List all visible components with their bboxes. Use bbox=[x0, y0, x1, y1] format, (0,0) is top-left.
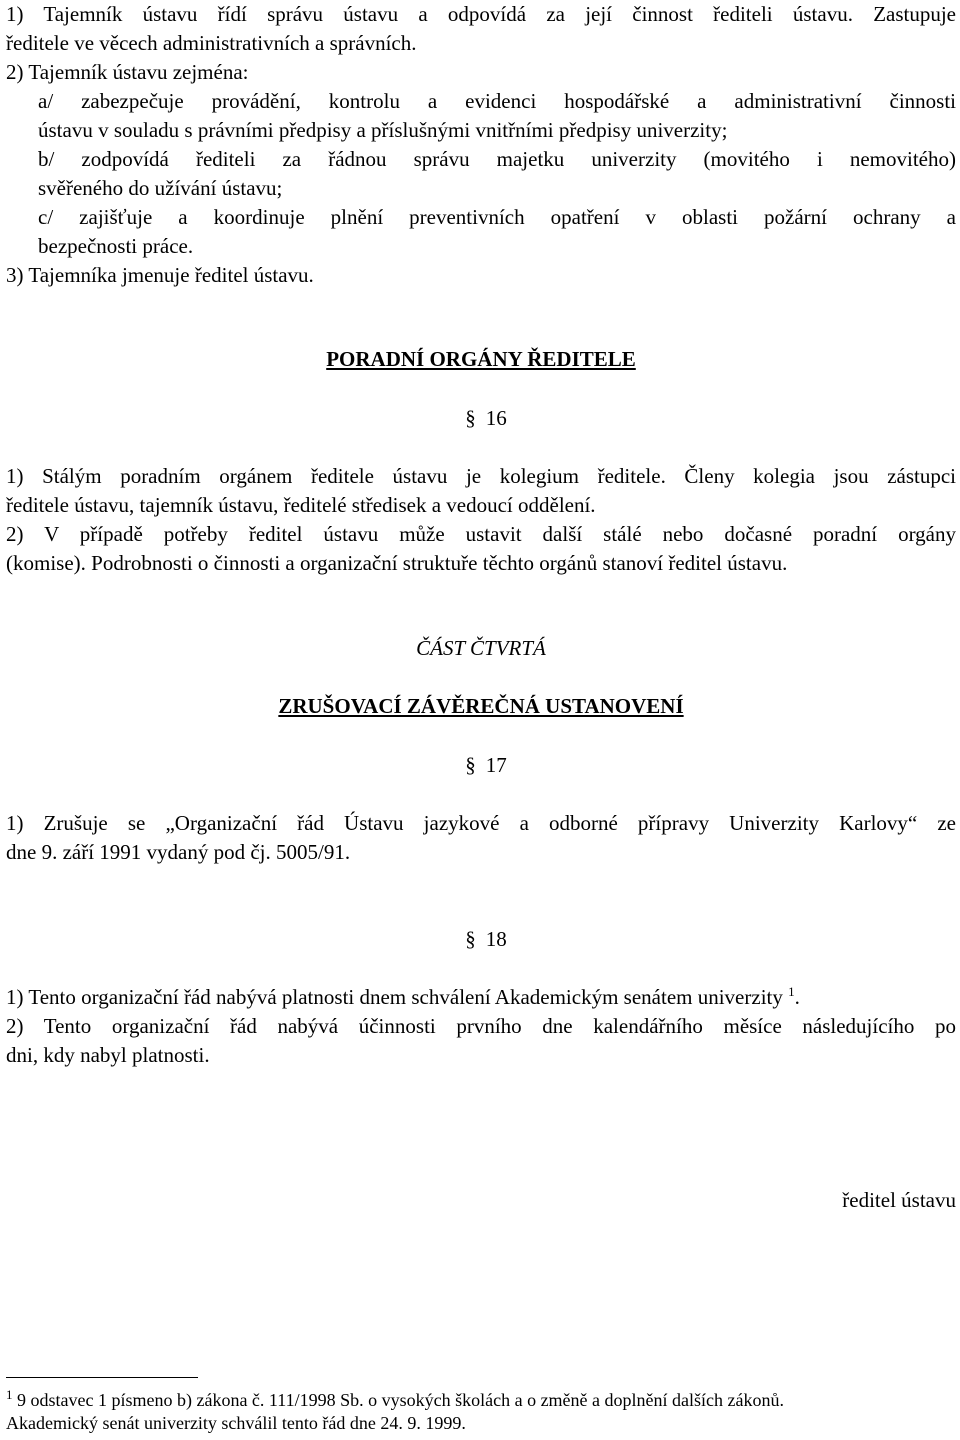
section-number bbox=[6, 751, 956, 780]
footnote-separator bbox=[6, 1377, 198, 1378]
section-heading: PORADNÍ ORGÁNY ŘEDITELE bbox=[326, 347, 636, 371]
paragraph-end: . bbox=[794, 985, 800, 1009]
paragraph-text: 1) Tento organizační řád nabývá platnosti dnem schválení Akademickým senátem univerzity bbox=[6, 985, 783, 1009]
section-17-body bbox=[6, 809, 956, 867]
section-number-value: 17 bbox=[485, 753, 507, 777]
secretary-section bbox=[6, 0, 956, 290]
list-item-b: b/ zodpovídá řediteli za řádnou správu majetku univerzity (movitého i nemovitého) bbox=[38, 147, 956, 171]
part-title: ČÁST ČTVRTÁ bbox=[416, 636, 546, 660]
paragraph-line: ředitele ve věcech administrativních a správních. bbox=[6, 31, 417, 55]
list-item-a-cont: ústavu v souladu s právními předpisy a příslušnými vnitřními předpisy univerzity; bbox=[38, 118, 728, 142]
footnote-text: 9 odstavec 1 písmeno b) zákona č. 111/1998 Sb. o vysokých školách a o změně a doplnění dalších zákonů. bbox=[12, 1390, 784, 1410]
paragraph-line: ředitele ústavu, tajemník ústavu, ředitelé středisek a vedoucí oddělení. bbox=[6, 493, 596, 517]
section-symbol: § bbox=[465, 927, 476, 951]
footnote-mark: 1 bbox=[6, 1387, 13, 1402]
footnote-reference: 1 bbox=[788, 984, 795, 999]
section-number-value: 16 bbox=[485, 406, 507, 430]
signature: ředitel ústavu bbox=[842, 1188, 956, 1212]
paragraph-line: (komise). Podrobnosti o činnosti a organizační struktuře těchto orgánů stanoví ředitel ústavu. bbox=[6, 551, 788, 575]
list-item-a: a/ zabezpečuje provádění, kontrolu a evidenci hospodářské a administrativní činnosti bbox=[38, 89, 956, 113]
paragraph-line: 2) Tento organizační řád nabývá účinnosti prvního dne kalendářního měsíce následujícího po bbox=[6, 1014, 956, 1038]
section-number-value: 18 bbox=[485, 927, 507, 951]
paragraph-line: 2) V případě potřeby ředitel ústavu může ustavit další stálé nebo dočasné poradní orgány bbox=[6, 522, 956, 546]
section-16-body bbox=[6, 462, 956, 578]
footnote-line bbox=[6, 1389, 956, 1412]
paragraph-line: dne 9. září 1991 vydaný pod čj. 5005/91. bbox=[6, 840, 351, 864]
footnote-line: Akademický senát univerzity schválil tento řád dne 24. 9. 1999. bbox=[6, 1413, 466, 1433]
section-number bbox=[6, 925, 956, 954]
list-item-b-cont: svěřeného do užívání ústavu; bbox=[38, 176, 283, 200]
part-heading: ZRUŠOVACÍ ZÁVĚREČNÁ USTANOVENÍ bbox=[278, 694, 684, 718]
paragraph-line: 2) Tajemník ústavu zejména: bbox=[6, 60, 249, 84]
list-item-c-cont: bezpečnosti práce. bbox=[38, 234, 194, 258]
paragraph-line: 1) Stálým poradním orgánem ředitele ústavu je kolegium ředitele. Členy kolegia jsou zástupci bbox=[6, 464, 956, 488]
section-18-body bbox=[6, 983, 956, 1070]
section-symbol: § bbox=[465, 753, 476, 777]
paragraph-line: 3) Tajemníka jmenuje ředitel ústavu. bbox=[6, 263, 314, 287]
footnote bbox=[6, 1389, 956, 1435]
paragraph-line: dni, kdy nabyl platnosti. bbox=[6, 1043, 210, 1067]
section-number bbox=[6, 404, 956, 433]
paragraph-line bbox=[6, 983, 956, 1012]
paragraph-line: 1) Zrušuje se „Organizační řád Ústavu jazykové a odborné přípravy Univerzity Karlovy“ ze bbox=[6, 811, 956, 835]
section-symbol: § bbox=[465, 406, 476, 430]
paragraph-line: 1) Tajemník ústavu řídí správu ústavu a odpovídá za její činnost řediteli ústavu. Zastupuje bbox=[6, 2, 956, 26]
list-item-c: c/ zajišťuje a koordinuje plnění preventivních opatření v oblasti požární ochrany a bbox=[38, 205, 956, 229]
